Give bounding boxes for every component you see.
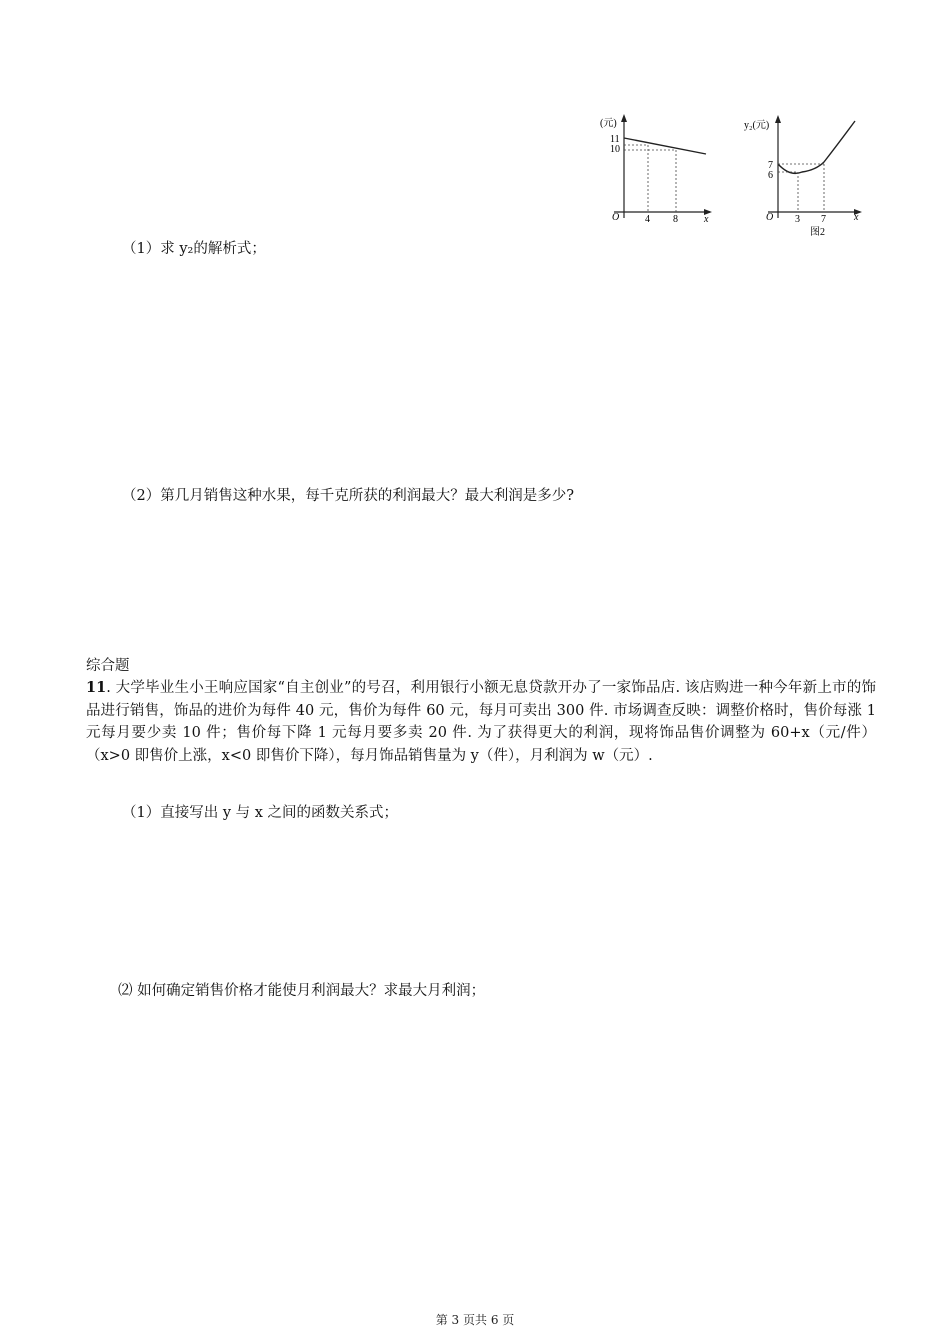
graph2-y-arrow-icon: [775, 115, 781, 123]
question-11-number: 11: [86, 679, 107, 696]
graph2-curve: [778, 121, 855, 173]
section-heading: 综合题: [86, 658, 130, 674]
graph1-line: [624, 138, 706, 154]
price-graph-1: [600, 112, 715, 227]
price-graph-2: [742, 112, 867, 240]
graph2-origin: O: [766, 212, 774, 223]
graph2-xtick-3: 3: [795, 214, 800, 225]
question-11-text: [86, 677, 876, 767]
graph1-xtick-4: 4: [645, 214, 650, 225]
question-11-part-2: ⑵ 如何确定销售价格才能使月利润最大？求最大月利润；: [118, 983, 486, 999]
graph2-ytick-6: 6: [768, 170, 773, 181]
graph2-x-label: x: [854, 212, 859, 223]
question-11-body: . 大学毕业生小王响应国家“自主创业”的号召，利用银行小额无息贷款开办了一家饰品店. 该店购进一种今年新上市的饰品进行销售，饰品的进价为每件 40 元，售价为每件 60 元，每月可卖出 300 件. 市场调查反映：调整价格时，售价每涨 1 元每月要少卖 10 件；售价每下降 1 元每月要多卖 20 件. 为了获得更大的利润，现将饰品售价调整为 60+x（元/件）（x>0 即售价上涨，x<0 即售价下降），每月饰品销售量为 y（件），月利润为 w（元）.: [86, 680, 876, 764]
graph1-origin: O: [612, 212, 620, 223]
question-10-part-1: （1）求 y₂的解析式；: [122, 241, 266, 257]
graph1-xtick-8: 8: [673, 214, 678, 225]
question-11-part-1: （1）直接写出 y 与 x 之间的函数关系式；: [122, 805, 399, 821]
graph1-ytick-10: 10: [610, 144, 620, 155]
graph1-y-arrow-icon: [621, 114, 627, 122]
graph1-y-label: (元): [600, 118, 617, 129]
graph1-ytick-11: 11: [610, 134, 620, 145]
question-10-part-2: （2）第几月销售这种水果，每千克所获的利润最大？最大利润是多少?: [122, 488, 574, 504]
graph2-y-label: y₂(元): [744, 120, 770, 131]
graph1-x-label: x: [704, 214, 709, 225]
graph2-caption: 图2: [810, 227, 825, 238]
graph2-xtick-7: 7: [821, 214, 826, 225]
graph2-ytick-7: 7: [768, 160, 773, 171]
page-footer: 第 3 页共 6 页: [435, 1313, 515, 1327]
